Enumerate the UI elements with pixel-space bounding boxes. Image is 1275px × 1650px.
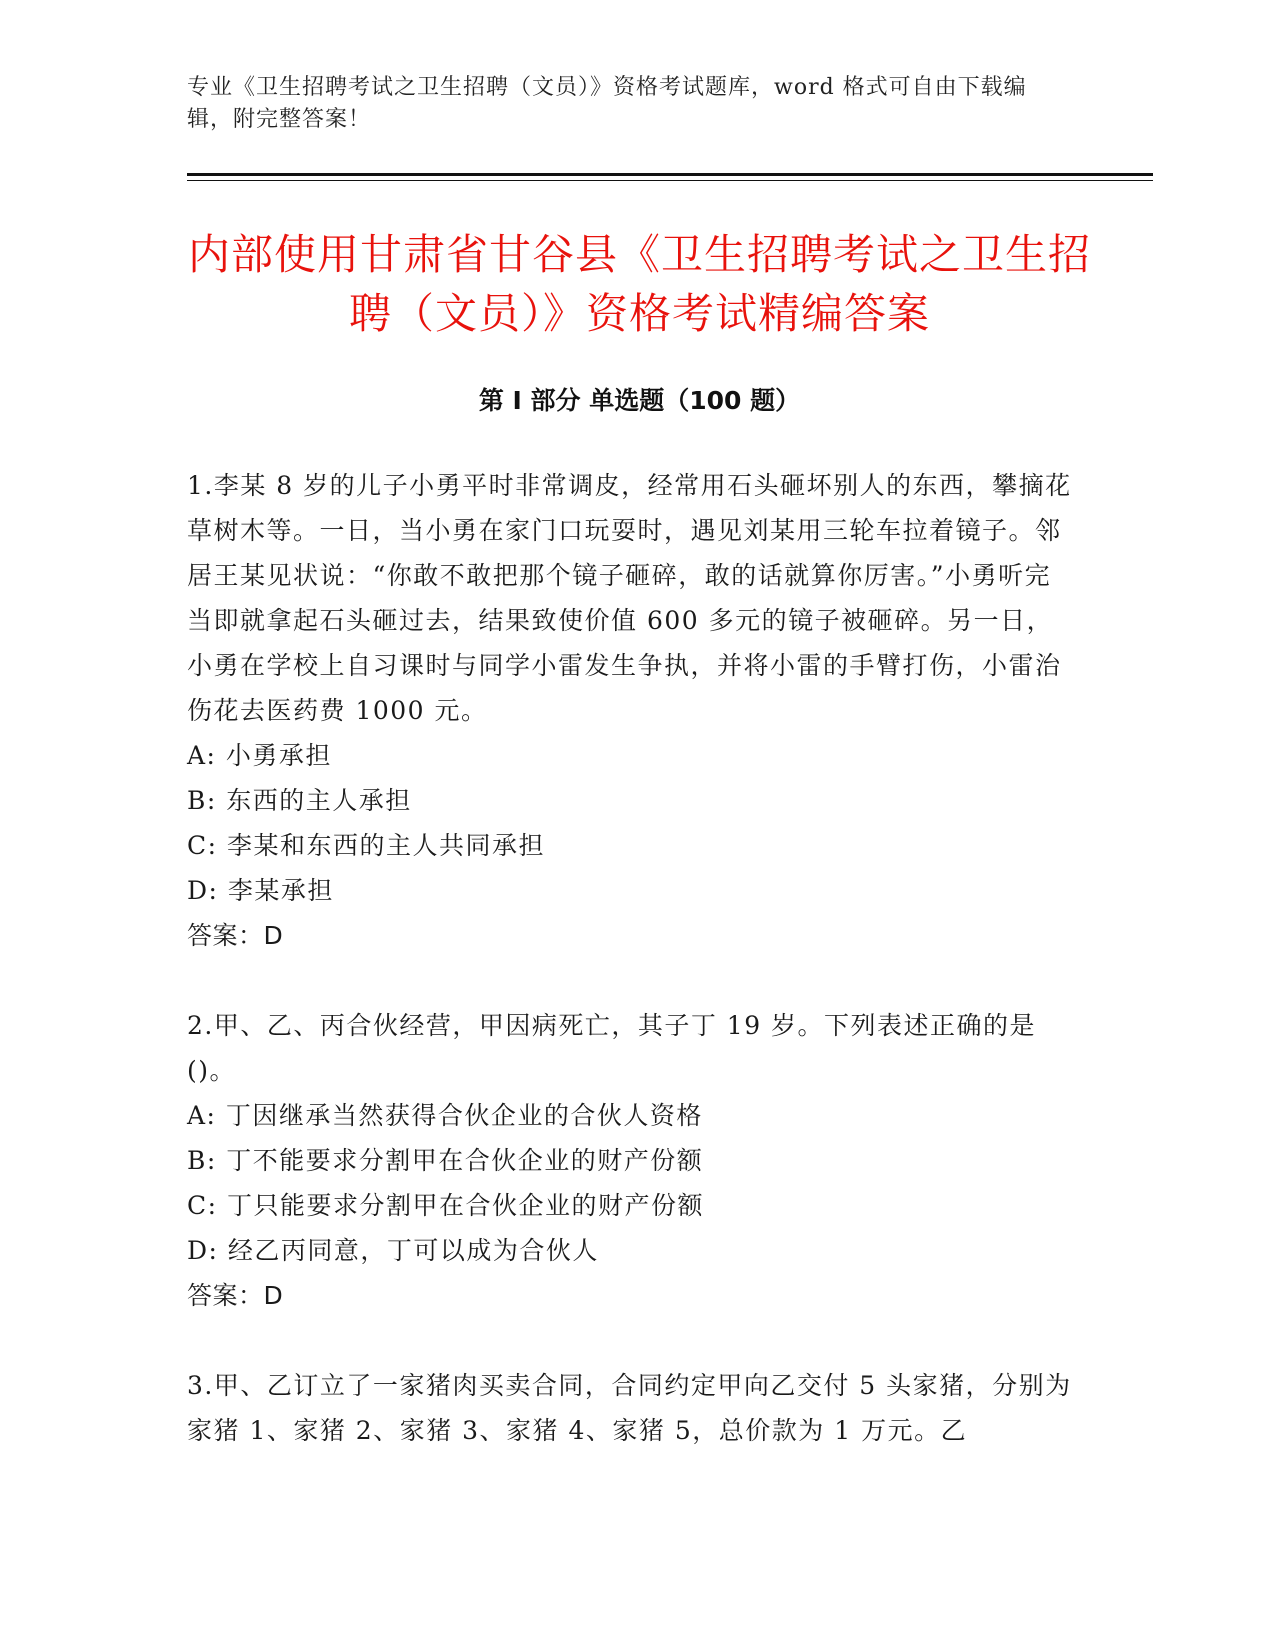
answer: 答案：D	[187, 1281, 284, 1310]
option-c: C: 丁只能要求分割甲在合伙企业的财产份额	[187, 1191, 704, 1220]
header-note: 专业《卫生招聘考试之卫生招聘（文员）》资格考试题库，word 格式可自由下载编辑，附完整答案！	[187, 75, 1027, 132]
header-divider-thin	[187, 180, 1153, 181]
question-2	[187, 1003, 1077, 1318]
header-divider-thick	[187, 173, 1153, 176]
option-a: A: 丁因继承当然获得合伙企业的合伙人资格	[187, 1101, 703, 1130]
option-c: C: 李某和东西的主人共同承担	[187, 831, 545, 860]
question-stem: 1.李某 8 岁的儿子小勇平时非常调皮，经常用石头砸坏别人的东西，攀摘花草树木等。一日，当小勇在家门口玩耍时，遇见刘某用三轮车拉着镜子。邻居王某见状说：“你敢不敢把那个镜子砸碎，敢的话就算你厉害。”小勇听完当即就拿起石头砸过去，结果致使价值 600 多元的镜子被砸碎。另一日，小勇在学校上自习课时与同学小雷发生争执，并将小雷的手臂打伤，小雷治伤花去医药费 1000 元。	[187, 471, 1072, 725]
question-1	[187, 463, 1077, 958]
option-b: B: 丁不能要求分割甲在合伙企业的财产份额	[187, 1146, 704, 1175]
section-title: 第 I 部分 单选题（100 题）	[478, 386, 801, 415]
answer: 答案：D	[187, 921, 284, 950]
document-title: 内部使用甘肃省甘谷县《卫生招聘考试之卫生招聘（文员）》资格考试精编答案	[187, 230, 1091, 338]
question-list	[187, 463, 1077, 1498]
option-a: A: 小勇承担	[187, 741, 332, 770]
question-3	[187, 1363, 1077, 1453]
option-d: D: 李某承担	[187, 876, 334, 905]
question-stem: 3.甲、乙订立了一家猪肉买卖合同，合同约定甲向乙交付 5 头家猪，分别为家猪 1、家猪 2、家猪 3、家猪 4、家猪 5，总价款为 1 万元。乙	[187, 1371, 1072, 1445]
option-d: D: 经乙丙同意，丁可以成为合伙人	[187, 1236, 599, 1265]
option-b: B: 东西的主人承担	[187, 786, 412, 815]
question-stem: 2.甲、乙、丙合伙经营，甲因病死亡，其子丁 19 岁。下列表述正确的是()。	[187, 1011, 1037, 1085]
